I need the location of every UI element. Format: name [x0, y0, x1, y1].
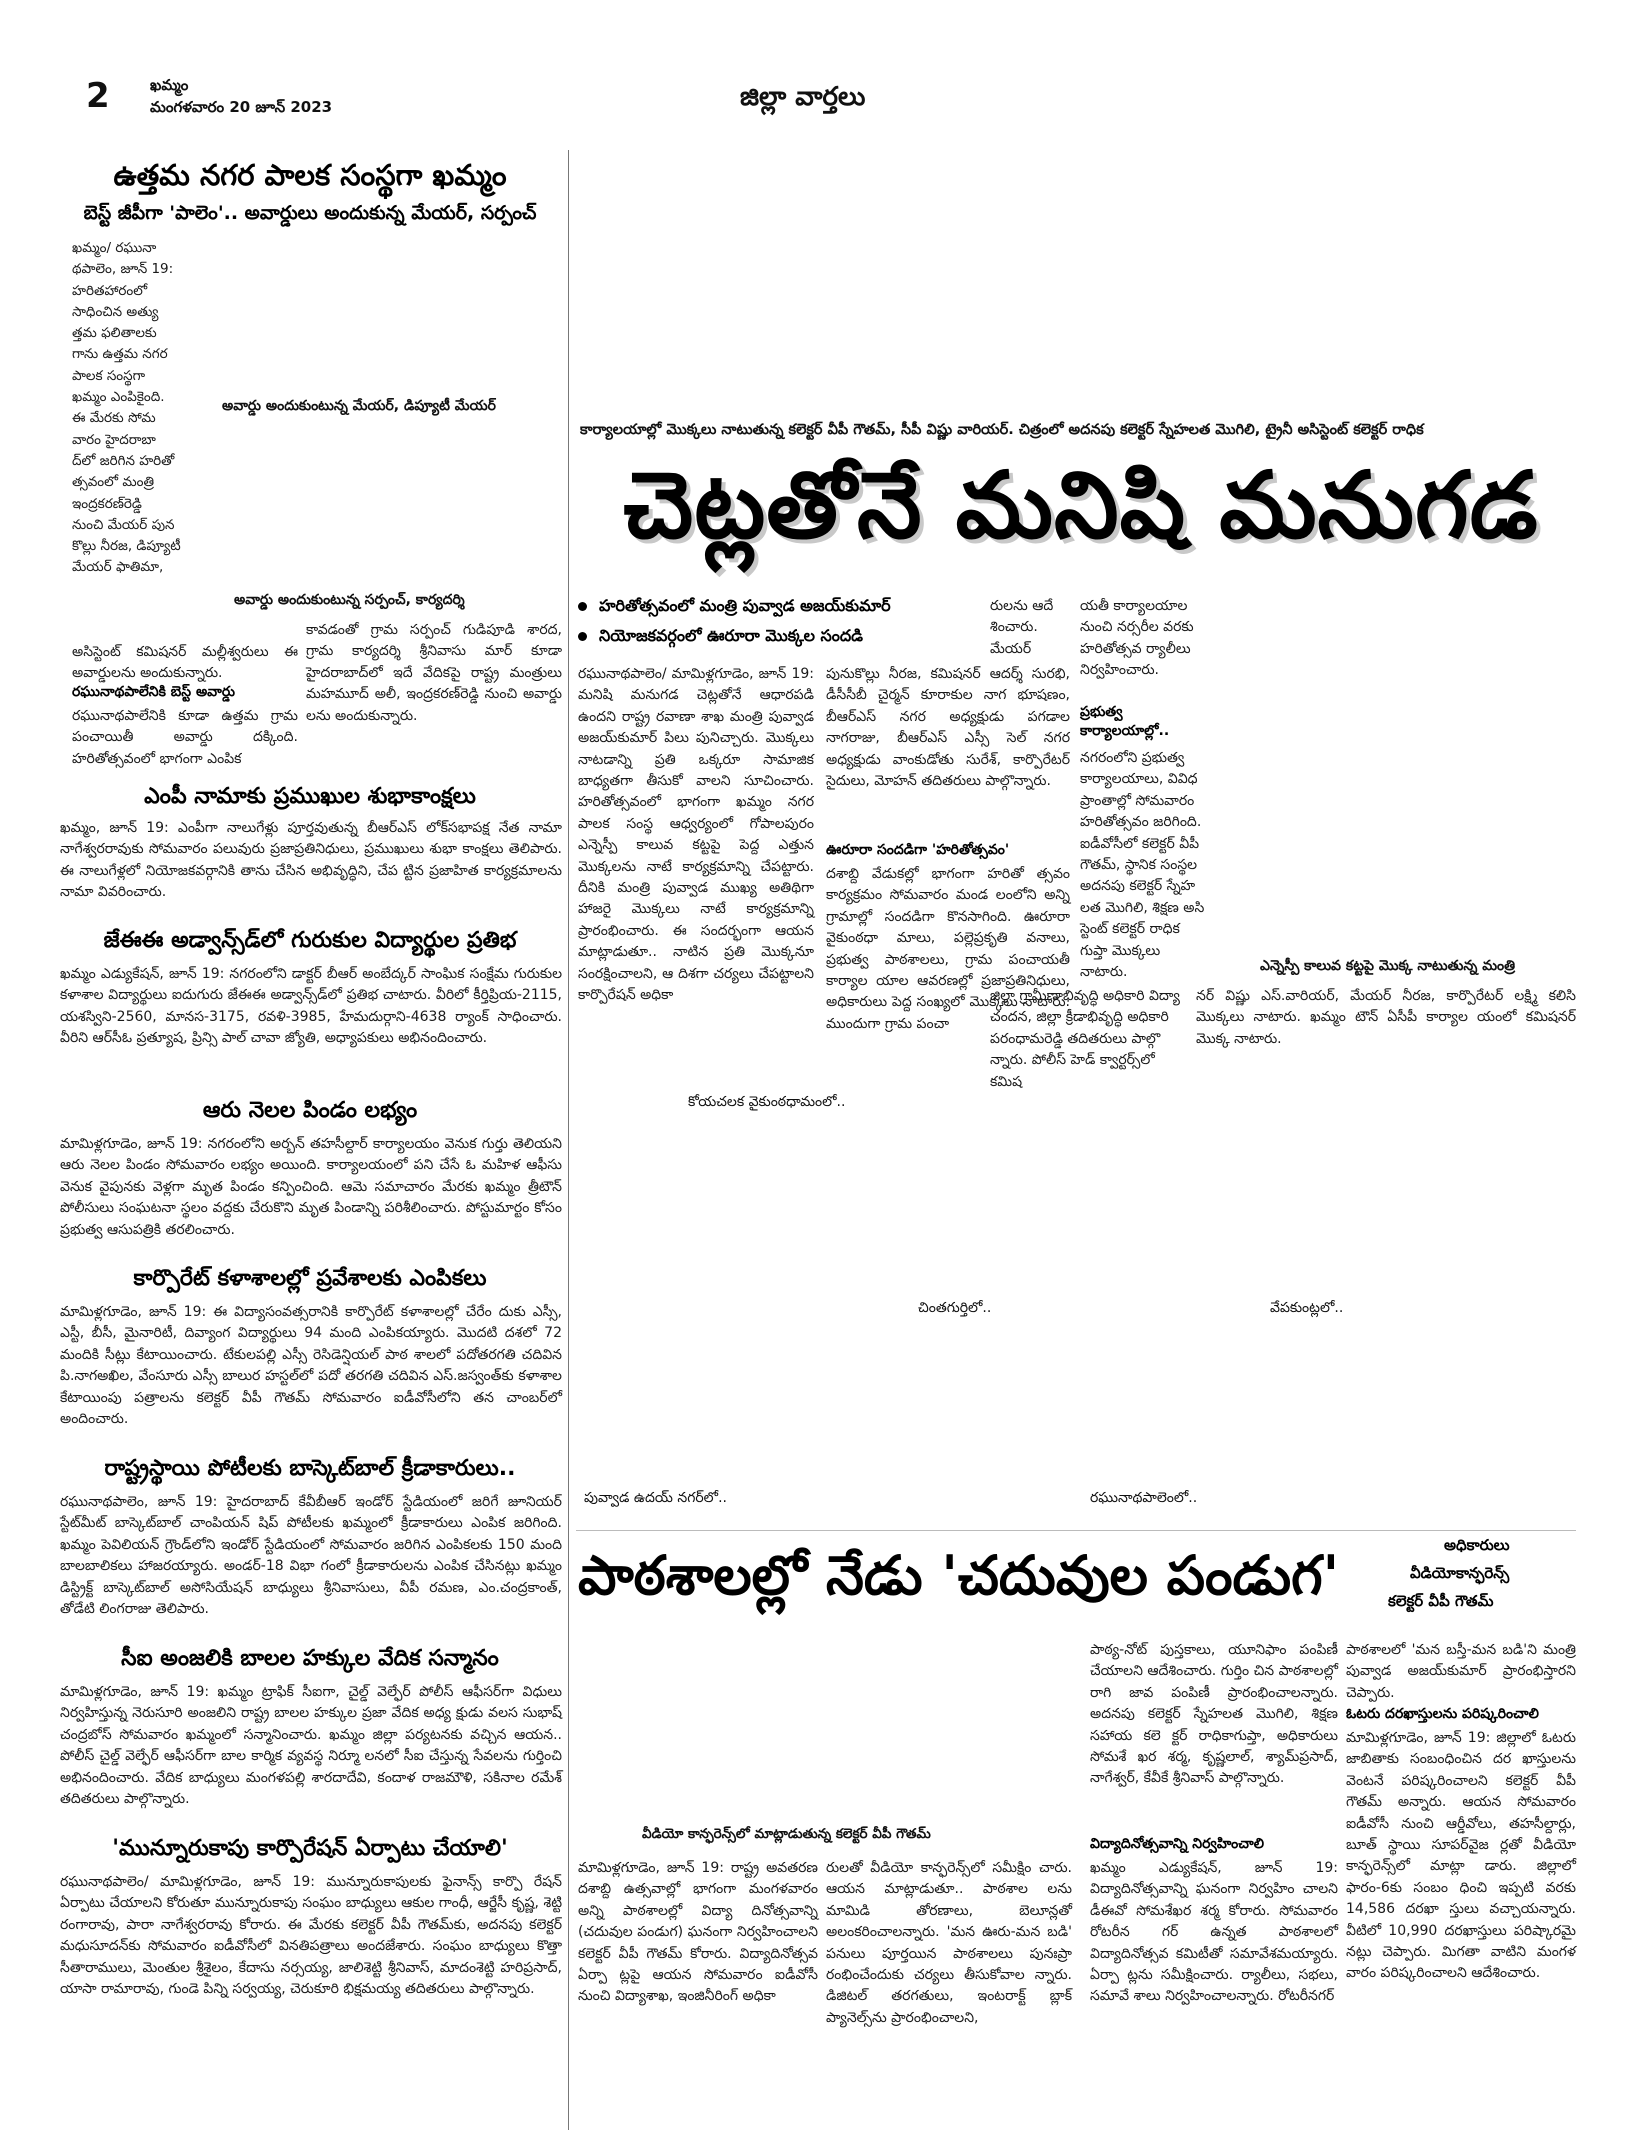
main-col-b2: దశాబ్ది వేడుకల్లో భాగంగా హరితో త్సవం కార్యక్రమం సోమవారం మండ లంలోని అన్ని గ్రామాల్లో సందడిగా కొనసాగింది. ఊరూరా వైకుంఠధా మాలు, పల్లెప్రకృతి వనాలు, ప్రభుత్వ పాఠశాలలు, గ్రామ పంచాయతీ కార్యాల యాల ఆవరణల్లో ప్రజాప్రతినిధులు, అధికారులు పెద్ద సంఖ్యలో మొక్కలు నాటారు. ముందుగా గ్రామ పంచా: [826, 866, 1070, 1032]
story1-subhead: రఘునాథపాలేనికి బెస్ట్ అవార్డు: [72, 684, 235, 700]
story4-body: మామిళ్లగూడెం, జూన్ 19: నగరంలోని అర్బన్ తహసీల్దార్ కార్యాలయం వెనుక గుర్తు తెలియని ఆరు నెలల పిండం సోమవారం లభ్యం అయింది. కార్యాలయంలో పని చేసే ఓ మహిళ ఆఫీసు వెనుక వైపునకు వెళ్లగా మృత పిండం కన్పించింది. ఆమె సమాచారం మేరకు ఖమ్మం త్రీటౌన్ పోలీసులు సంఘటనా స్థలం వద్దకు చేరుకొని మృత పిండాన్ని పరిశీలించారు. పోస్టుమార్టం కోసం ప్రభుత్వ ఆసుపత్రికి తరలించారు.: [60, 1136, 562, 1238]
story1-line: ఖమ్మం/ రఘునా: [72, 240, 157, 256]
school-col-d-top: పాఠశాలలో 'మన బస్తీ-మన బడి'ని మంత్రి పువ్వాడ అజయ్‌కుమార్ ప్రారంభిస్తారని చెప్పారు.: [1346, 1642, 1576, 1701]
story1-line: నుంచి మేయర్ పున: [72, 516, 175, 533]
school-photo-caption: వీడియో కాన్ఫరెన్స్‌లో మాట్లాడుతున్న కలెక్టర్ వీపీ గౌతమ్: [642, 1826, 931, 1842]
section-divider: [576, 1530, 1576, 1531]
story3-title: జేఈఈ అడ్వాన్స్‌డ్‌లో గురుకుల విద్యార్థుల ప్రతిభ: [103, 928, 517, 953]
school-col-d-subhead: ఓటరు దరఖాస్తులను పరిష్కరించాలి: [1346, 1706, 1539, 1722]
story8-body: రఘునాథపాలెం/ మామిళ్లగూడెం, జూన్ 19: మున్నూరుకాపులకు ఫైనాన్స్ కార్పొ రేషన్ ఏర్పాటు చేయాలని కోరుతూ మున్నూరుకాపు సంఘం బాధ్యులు ఆకుల గాంధీ, ఆర్జేసీ కృష్ణ, శెట్టి రంగారావు, పారా నాగేశ్వరరావు కోరారు. ఈ మేరకు కలెక్టర్ వీపీ గౌతమ్‌కు, అదనపు కలెక్టర్ మధుసూదన్‌కు సోమవారం ఐడీవోసీలో వినతిపత్రాలు అందజేశారు. సంఘం బాధ్యులు కొత్తా సీతారాములు, మెంతుల శ్రీశైలం, కేదాసు నర్సయ్య, జాలిశెట్టి శ్రీనివాస్, మాదంశెట్టి హరిప్రసాద్, యాసా రామారావు, గుండె పిన్ని సర్వయ్య, చెరుకూరి భిక్షమయ్య తదితరులు పాల్గొన్నారు.: [60, 1874, 562, 1998]
main-col-b-subhead: ఊరూరా సందడిగా 'హరితోత్సవం': [826, 842, 1010, 858]
story2-body: ఖమ్మం, జూన్ 19: ఎంపీగా నాలుగేళ్లు పూర్తవుతున్న బీఆర్ఎస్ లోక్‌సభాపక్ష నేత నామా నాగేశ్వరరావుకు సోమవారం పలువురు ప్రజాప్రతినిధులు, ప్రముఖులు శుభా కాంక్షలు తెలిపారు. ఈ నాలుగేళ్లలో నియోజకవర్గానికి తాను చేసిన అభివృద్ధిని, చేప ట్టిన ప్రజాహిత కార్యక్రమాలను నామా వివరించారు.: [60, 820, 562, 901]
caption-raghunathapalem: రఘునాథపాలెంలో..: [1090, 1490, 1198, 1506]
story1-line: హరితహారంలో: [72, 282, 148, 299]
issue-date: మంగళవారం 20 జూన్ 2023: [150, 98, 333, 116]
story1-line: ఖమ్మం ఎంపికైంది.: [72, 389, 165, 406]
main-col-c-subhead: ప్రభుత్వ కార్యాలయాల్లో..: [1080, 704, 1170, 739]
school-kicker-3: కలెక్టర్ వీపీ గౌతమ్: [1388, 1592, 1494, 1610]
column-divider: [568, 150, 569, 2130]
main-col-c: యతీ కార్యాలయాల నుంచి నర్సరీల వరకు హరితోత్సవ ర్యాలీలు నిర్వహించారు.: [1080, 598, 1194, 679]
story1-line: త్తమ ఫలితాలకు: [72, 325, 157, 342]
story1-line: త్సవంలో మంత్రి: [72, 474, 155, 491]
edition-name: ఖమ్మం: [150, 76, 189, 94]
story1-col2: కావడంతో గ్రామ సర్పంచ్ గుడిపూడి శారద, గ్రామ కార్యదర్శి శ్రీనివాసు మార్ కూడా హైదరాబాద్‌లో ఇదే వేదికపై రాష్ట్ర మంత్రులు మహమూద్ అలీ, ఇంద్రకరణ్‌రెడ్డి నుంచి అవార్డు లను అందుకున్నారు.: [306, 622, 562, 724]
main-photo-2: [1218, 600, 1578, 930]
school-col-c-top: పాఠ్య-నోట్ పుస్తకాలు, యూనిఫాం పంపిణీ చేయాలని ఆదేశించారు. గుర్తిం చిన పాఠశాలల్లో రాగి జావ పంపిణీ ప్రారంభించాలన్నారు. అదనపు కలెక్టర్ స్నేహలత మొగిలి, శిక్షణ సహాయ కలె క్టర్ రాధికాగుప్తా, అధికారులు సోమశే ఖర శర్మ, కృష్ణలాల్, శ్యామ్‌ప్రసాద్, నాగేశ్వర్, కేవీకే శ్రీనివాస్ పాల్గొన్నారు.: [1090, 1642, 1338, 1787]
school-photo: [578, 1628, 1078, 1818]
story1-line: సాధించిన అత్యు: [72, 303, 159, 320]
story8-title: 'మున్నూరుకాపు కార్పొరేషన్ ఏర్పాటు చేయాలి': [112, 1836, 508, 1861]
main-bullet-1-text: హరితోత్సవంలో మంత్రి పువ్వాడ అజయ్‌కుమార్: [599, 596, 891, 615]
story1-title: ఉత్తమ నగర పాలక సంస్థగా ఖమ్మం: [113, 158, 507, 192]
story1-subtitle: బెస్ట్ జీపీగా 'పాలెం'.. అవార్డులు అందుకున్న మేయర్, సర్పంచ్: [83, 202, 537, 224]
main-col-c2: నగరంలోని ప్రభుత్వ కార్యాలయాలు, వివిధ ప్రాంతాల్లో సోమవారం హరితోత్సవం జరిగింది. ఐడీవోసీలో కలెక్టర్ వీపీ గౌతమ్, స్థానిక సంస్థల అదనపు కలెక్టర్ స్నేహ లత మొగిలి, శిక్షణ అసి స్టెంట్ కలెక్టర్ రాధిక గుప్తా మొక్కలు నాటారు.: [1080, 750, 1205, 981]
school-col-d: మామిళ్లగూడెం, జూన్ 19: జిల్లాలో ఓటరు జాబితాకు సంబంధించిన దర ఖాస్తులను వెంటనే పరిష్కరించాలని కలెక్టర్ వీపీ గౌతమ్ అన్నారు. ఆయన సోమవారం ఐడీవోసీ నుంచి ఆర్డీవోలు, తహసీల్దార్లు, బూత్ స్థాయి సూపర్‌వైజ ర్లతో వీడియో కాన్ఫరెన్స్‌లో మాట్లా డారు. జిల్లాలో ఫారం-6కు సంబం ధించి ఇప్పటి వరకు 14,586 దరఖా స్తులు వచ్చాయన్నారు. వీటిలో 10,990 దరఖాస్తులు పరిష్కారమై నట్లు చెప్పారు. మిగతా వాటిని మంగళ వారం పరిష్కరించాలని ఆదేశించారు.: [1346, 1730, 1576, 1982]
main-bullet-1: [578, 596, 978, 619]
story1-col1-continued: అసిస్టెంట్ కమిషనర్ మల్లీశ్వరులు ఈ అవార్డులను అందుకున్నారు.: [72, 644, 298, 682]
school-col-a: మామిళ్లగూడెం, జూన్ 19: రాష్ట్ర అవతరణ దశాబ్ది ఉత్సవాల్లో భాగంగా మంగళవారం అన్ని పాఠశాలల్లో విద్యా దినోత్సవాన్ని (చదువుల పండుగ) ఘనంగా నిర్వహించాలని కలెక్టర్ వీపీ గౌతమ్ కోరారు. విద్యాదినోత్సవ ఏర్పా ట్లపై ఆయన సోమవారం ఐడీవోసీ నుంచి విద్యాశాఖ, ఇంజినీరింగ్ అధికా: [578, 1860, 818, 2005]
school-kicker-1: అధికారులు: [1444, 1536, 1510, 1554]
page-number: 2: [86, 76, 110, 116]
story1-line: గాను ఉత్తమ నగర: [72, 346, 168, 363]
main-col-b: పునుకొల్లు నీరజ, కమిషనర్ ఆదర్శ్ సురభి, డీసీసీబీ చైర్మన్ కూరాకుల నాగ భూషణం, బీఆర్ఎస్ నగర అధ్యక్షుడు పగడాల నాగరాజు, బీఆర్ఎస్ ఎస్సీ సెల్ నగర అధ్యక్షుడు వాంకుడోతు సురేశ్, కార్పొరేటర్ సైదులు, మోహన్ తదితరులు పాల్గొన్నారు.: [826, 666, 1070, 790]
story1-line: కొల్లు నీరజ, డిప్యూటీ: [72, 538, 181, 555]
school-col-c: ఖమ్మం ఎడ్యుకేషన్, జూన్ 19: విద్యాదినోత్సవాన్ని ఘనంగా నిర్వహిం చాలని డీఈవో సోమశేఖర శర్మ కోరారు. సోమవారం రోటరీన గర్ ఉన్నత పాఠశాలలో విద్యాదినోత్సవ కమిటీతో సమావేశమయ్యారు. ఏర్పా ట్లను సమీక్షించారు. ర్యాలీలు, సభలు, సమావే శాలు నిర్వహించాలన్నారు. రోటరీనగర్: [1090, 1860, 1338, 2005]
main-col-b-top: రులను ఆదే శించారు. మేయర్: [990, 598, 1054, 657]
story5-body: మామిళ్లగూడెం, జూన్ 19: ఈ విద్యాసంవత్సరానికి కార్పొరేట్ కళాశాలల్లో చేరేం దుకు ఎస్సీ, ఎస్టీ, బీసీ, మైనారిటీ, దివ్యాంగ విద్యార్థులు 94 మంది ఎంపికయ్యారు. మొదటి దశలో 72 మందికి సీట్లు కేటాయించారు. టేకులపల్లి ఎస్సీ రెసిడెన్షియల్ పాఠ శాలలో పదోతరగతి చదివిన పి.నాగఅఖిల, వేంసూరు ఎస్సీ బాలుర హస్టల్‌లో పదో తరగతి చదివిన ఎస్.జస్వంత్‌కు కళాశాల కేటాయింపు పత్రాలను కలెక్టర్ వీపీ గౌతమ్ సోమవారం ఐడీవోసీలోని తన చాంబర్‌లో అందించారు.: [60, 1304, 562, 1428]
story1-photo-1-caption: అవార్డు అందుకుంటున్న మేయర్, డిప్యూటీ మేయర్: [222, 398, 496, 414]
section-title: జిల్లా వార్తలు: [740, 82, 866, 112]
caption-chintagurthi: చింతగుర్తిలో..: [918, 1300, 992, 1316]
main-col-a: రఘునాథపాలెం/ మామిళ్లగూడెం, జూన్ 19: మనిషి మనుగడ చెట్లతోనే ఆధారపడి ఉందని రాష్ట్ర రవాణా శాఖ మంత్రి పువ్వాడ అజయ్‌కుమార్ పిలు పునిచ్చారు. మొక్కలు నాటడాన్ని ప్రతి ఒక్కరూ సామాజిక బాధ్యతగా తీసుకో వాలని సూచించారు. హరితోత్సవంలో భాగంగా ఖమ్మం నగర పాలక సంస్థ ఆధ్వర్యంలో గోపాలపురం ఎన్నెస్పీ కాలువ కట్టపై పెద్ద ఎత్తున మొక్కలను నాటే కార్యక్రమాన్ని చేపట్టారు. దీనికి మంత్రి పువ్వాడ ముఖ్య అతిథిగా హాజరై మొక్కలు నాటే కార్యక్రమాన్ని ప్రారంభించారు. ఈ సందర్భంగా ఆయన మాట్లాడుతూ.. నాటిన ప్రతి మొక్కనూ సంరక్షించాలని, ఆ దిశగా చర్యలు చేపట్టాలని కార్పొరేషన్ అధికా: [578, 666, 814, 1004]
story1-line: ఈ మేరకు సోమ: [72, 410, 156, 427]
story1-line: థపాలెం, జూన్ 19:: [72, 261, 174, 278]
main-photo-caption: కార్యాలయాల్లో మొక్కలు నాటుతున్న కలెక్టర్ వీపీ గౌతమ్, సీపీ విష్ణు వారియర్. చిత్రంలో అదనపు కలెక్టర్ స్నేహలత మొగిలి, ట్రైనీ అసిస్టెంట్ కలెక్టర్ రాధిక: [580, 422, 1424, 438]
main-bullet-2: [578, 626, 978, 649]
caption-puvvada-nagar: పువ్వాడ ఉదయ్ నగర్‌లో..: [584, 1490, 727, 1506]
story1-line: పాలక సంస్థగా: [72, 367, 146, 384]
main-photo-2-caption: ఎన్నెస్పీ కాలువ కట్టపై మొక్క నాటుతున్న మంత్రి: [1260, 958, 1516, 974]
story7-body: మామిళ్లగూడెం, జూన్ 19: ఖమ్మం ట్రాఫిక్ సీఐగా, చైల్డ్ వెల్ఫేర్ పోలీస్ ఆఫీసర్‌గా విధులు నిర్వహిస్తున్న నెరుసూరి అంజలిని రాష్ట్ర బాలల హక్కుల ప్రజా వేదిక అధ్య క్షుడు వలస సుభాష్ చంద్రబోస్ సోమవారం ఖమ్మంలో సన్మానించారు. ఖమ్మం జిల్లా పర్యటనకు వచ్చిన ఆయన.. పోలీస్ చైల్డ్ వెల్ఫేర్ ఆఫీసర్‌గా బాల కార్మిక వ్యవస్థ నిర్మూ లనలో సీఐ చేస్తున్న సేవలను గుర్తించి అభినందించారు. వేదిక బాధ్యులు మంగళపల్లి శారదాదేవి, కందాళ రాజమౌళి, సకినాల రమేశ్ తదితరులు పాల్గొన్నారు.: [60, 1684, 562, 1808]
main-col-d: నర్ విష్ణు ఎస్.వారియర్, మేయర్ నీరజ, కార్పొరేటర్ లక్ష్మి కలిసి మొక్కలు నాటారు. ఖమ్మం టౌన్ ఏసీపీ కార్యాల యంలో కమిషనర్ మొక్క నాటారు.: [1196, 988, 1576, 1047]
story1-col1-rest: రఘునాథపాలేనికి కూడా ఉత్తమ గ్రామ పంచాయితీ అవార్డు దక్కింది. హరితోత్సవంలో భాగంగా ఎంపిక: [72, 708, 298, 767]
school-kicker-2: వీడియోకాన్ఫరెన్స్: [1410, 1564, 1510, 1582]
story1-line: ఇంద్రకరణ్‌రెడ్డి: [72, 495, 142, 512]
school-headline: పాఠశాలల్లో నేడు 'చదువుల పండుగ': [578, 1544, 1340, 1607]
story4-title: ఆరు నెలల పిండం లభ్యం: [202, 1098, 418, 1123]
story5-title: కార్పొరేట్ కళాశాలల్లో ప్రవేశాలకు ఎంపికలు: [133, 1266, 487, 1291]
school-col-c-subhead: విద్యాదినోత్సవాన్ని నిర్వహించాలి: [1090, 1836, 1264, 1852]
school-col-b: రులతో వీడియో కాన్ఫరెన్స్‌లో సమీక్షిం చారు. ఆయన మాట్లాడుతూ.. పాఠశాల లను మామిడి తోరణాలు, బెలూన్లతో అలంకరించాలన్నారు. 'మన ఊరు-మన బడి' పనులు పూర్తయిన పాఠశాలలు పునఃప్రా రంభించేందుకు చర్యలు తీసుకోవాల న్నారు. డిజిటల్ తరగతులు, ఇంటరాక్ట్ బ్లాక్ ప్యానెల్స్‌ను ప్రారంభించాలని,: [826, 1860, 1072, 2026]
main-photo: [576, 150, 1576, 412]
story6-title: రాష్ట్రస్థాయి పోటీలకు బాస్కెట్‌బాల్ క్రీడాకారులు..: [104, 1456, 516, 1481]
story1-photo-1: [218, 236, 560, 386]
story1-line: మేయర్ ఫాతిమా,: [72, 559, 164, 576]
story6-body: రఘునాథపాలెం, జూన్ 19: హైదరాబాద్ కేవీబీఆర్ ఇండోర్ స్టేడియంలో జరిగే జూనియర్ స్టేట్‌మీట్ బాస్కెట్‌బాల్ చాంపియన్ షిప్ పోటీలకు ఖమ్మంలో క్రీడాకారులు ఎంపిక జరిగింది. ఖమ్మం పెవిలియన్ గ్రౌండ్‌లోని ఇండోర్ స్టేడియంలో సోమవారం జరిగిన ఎంపికలకు 150 మంది బాలబాలికలు హాజరయ్యారు. అండర్-18 విభా గంలో క్రీడాకారులను ఎంపిక చేసినట్లు ఖమ్మం డిస్ట్రిక్ట్ బాస్కెట్‌బాల్ అసోసియేషన్ బాధ్యులు శ్రీనివాసులు, వీపీ రమణ, ఎం.చంద్రకాంత్, తోడేటి లింగరాజు తెలిపారు.: [60, 1494, 562, 1618]
story1-narrow-column: [72, 238, 210, 579]
story1-line: ద్‌లో జరిగిన హరితో: [72, 452, 175, 469]
story1-line: వారం హైదరాబా: [72, 431, 156, 448]
bullet-icon: [578, 602, 587, 611]
main-headline: చెట్లతోనే మనిషి మనుగడ: [623, 452, 1539, 559]
story3-body: ఖమ్మం ఎడ్యుకేషన్, జూన్ 19: నగరంలోని డాక్టర్ బీఆర్ అంబేద్కర్ సాంఘిక సంక్షేమ గురుకుల కళాశాల విద్యార్థులు ఐదుగురు జేఈఈ అడ్వాన్స్‌డ్‌లో ప్రతిభ చాటారు. వీరిలో కీర్తిప్రియ-2115, యశస్విని-2560, మానస-3175, రవళి-3985, హేమదుర్గాని-4638 ర్యాంక్ సాధించారు. వీరిని ఆర్‌సీఓ ప్రత్యూష, ప్రిన్సి పాల్ చావా జ్యోతి, అధ్యాపకులు అభినందించారు.: [60, 966, 562, 1047]
bullet-icon: [578, 632, 587, 641]
main-col-c3: జిల్లా గ్రామీణాభివృద్ధి అధికారి విద్యా చందన, జిల్లా క్రీడాభివృద్ధి అధికారి పరంధామరెడ్డి తదితరులు పాల్గొ న్నారు. పోలీస్ హెడ్ క్వార్టర్స్‌లో కమిష: [990, 988, 1180, 1090]
caption-vepakuntla: వేపకుంట్లలో..: [1270, 1300, 1344, 1316]
caption-koyachalaka: కోయచలక వైకుంఠధామంలో..: [688, 1094, 846, 1110]
story1-photo-2: [218, 430, 560, 580]
main-bullet-2-text: నియోజకవర్గంలో ఊరూరా మొక్కల సందడి: [599, 626, 863, 645]
story2-title: ఎంపీ నామాకు ప్రముఖుల శుభాకాంక్షలు: [144, 784, 476, 809]
story1-photo-2-caption: అవార్డు అందుకుంటున్న సర్పంచ్, కార్యదర్శి: [234, 592, 465, 608]
story7-title: సీఐ అంజలికి బాలల హక్కుల వేదిక సన్మానం: [121, 1646, 499, 1671]
